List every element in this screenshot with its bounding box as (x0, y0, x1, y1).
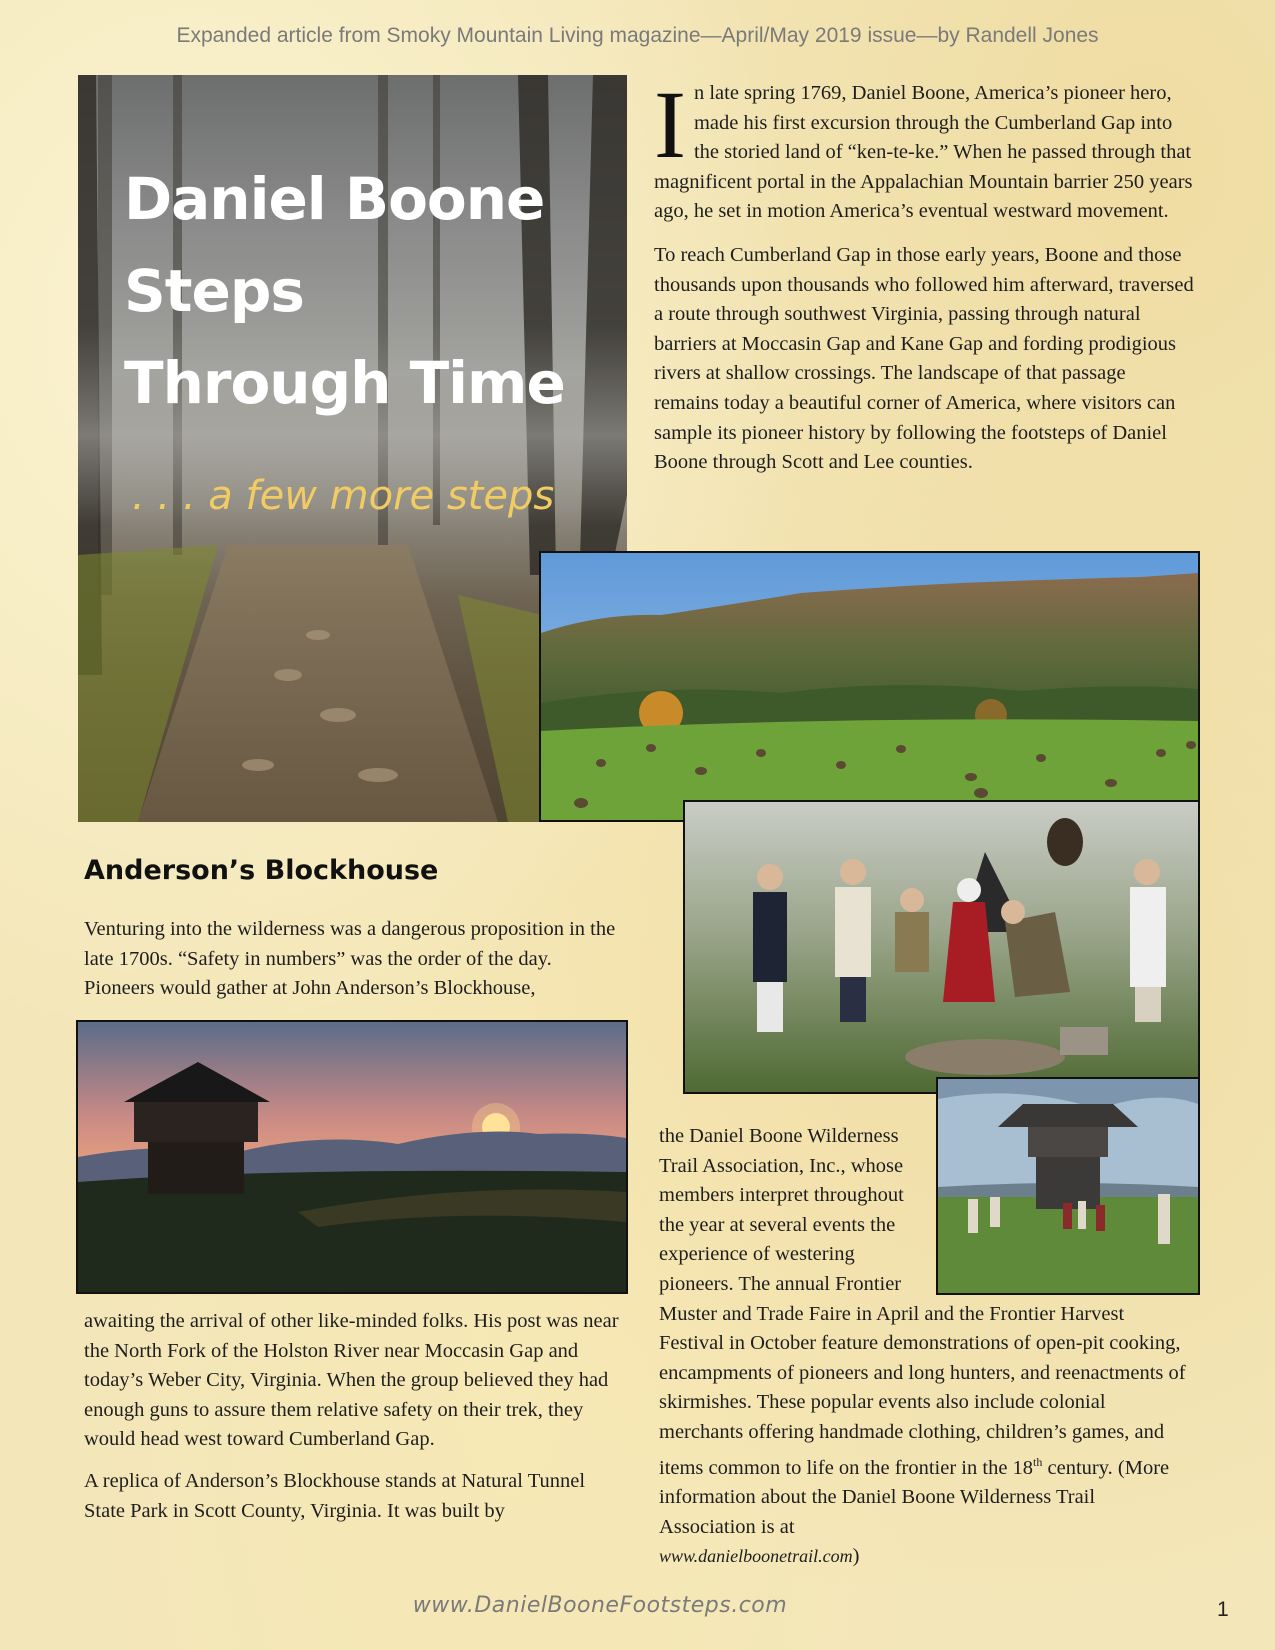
intro-paragraph-1-text: n late spring 1769, Daniel Boone, America’s pioneer hero, made his first excursion through the Cumberland Gap into the storied land of “ken-te-ke.” When he passed through that magnificent portal in the Appalachian Mountain barrier 250 years ago, he set in motion America’s eventual westward movement. (654, 82, 1193, 223)
reenactors-illustration (685, 802, 1198, 1092)
right-column-text (659, 1122, 1189, 1572)
drop-cap: I (654, 71, 686, 178)
intro-paragraph-1 (654, 71, 1194, 227)
association-url-link[interactable]: www.danielboonetrail.com (659, 1546, 853, 1567)
section-continued (84, 1307, 624, 1526)
text-line: the year at several events the (659, 1213, 896, 1236)
intro-paragraph-2: To reach Cumberland Gap in those early years, Boone and those thousands upon thousands who followed him afterward, traversed a route through southwest Virginia, passing through natural barriers at Moccasin Gap and Kane Gap and fording prodigious rivers at shallow crossings. The landscape of that passage remains today a beautiful corner of America, where visitors can sample its pioneer history by following the footsteps of Daniel Boone through Scott and Lee counties. (654, 243, 1194, 474)
blockhouse-sunset-photo (76, 1020, 628, 1294)
text-line: Trail Association, Inc., whose (659, 1154, 904, 1177)
intro-text (654, 71, 1194, 478)
right-column-paragraph (659, 1300, 1189, 1572)
mountain-photo (539, 551, 1200, 822)
section-paragraph-3: A replica of Anderson’s Blockhouse stands at Natural Tunnel State Park in Scott County, Virginia. It was built by (84, 1469, 586, 1522)
hero-title-line: Through Time (124, 349, 565, 417)
right-column-narrow (659, 1122, 1189, 1300)
hero-title-line: Steps (124, 257, 304, 325)
hero-title-line: Daniel Boone (124, 165, 545, 233)
text-line: experience of westering (659, 1243, 855, 1266)
hero-title (124, 153, 604, 429)
text-line: pioneers. The annual Frontier (659, 1272, 902, 1295)
reenactors-photo (683, 800, 1200, 1094)
ordinal-suffix: th (1033, 1454, 1043, 1469)
page-number: 1 (1217, 1598, 1229, 1621)
text-line: members interpret throughout (659, 1184, 904, 1207)
text-line: the Daniel Boone Wilderness (659, 1125, 899, 1147)
paragraph-text: century. (More information about the Daniel Boone Wilderness Trail Association is at (659, 1456, 1170, 1538)
footer-website-link[interactable]: www.DanielBooneFootsteps.com (412, 1593, 788, 1618)
paragraph-text: Muster and Trade Faire in April and the Frontier Harvest Festival in October feature demonstrations of open-pit cooking, encampments of pioneers and long hunters, and reenactments of skirmishes. These popular events also include colonial merchants offering handmade clothing, children’s games, and items common to life on the frontier in the 18 (659, 1302, 1186, 1479)
blockhouse-sunset-illustration (78, 1022, 626, 1292)
article-credit: Expanded article from Smoky Mountain Living magazine—April/May 2019 issue—by Randell Jones (176, 24, 1099, 47)
section-paragraph-1: Venturing into the wilderness was a dangerous proposition in the late 1700s. “Safety in numbers” was the order of the day. Pioneers would gather at John Anderson’s Blockhouse, (84, 918, 616, 1000)
mountain-illustration (541, 553, 1198, 820)
section-paragraph-2: awaiting the arrival of other like-minded folks. His post was near the North Fork of the Holston River near Moccasin Gap and today’s Weber City, Virginia. When the group believed they had enough guns to assure them relative safety on their trek, they would head west toward Cumberland Gap. (84, 1310, 619, 1451)
section-heading: Anderson’s Blockhouse (84, 855, 439, 886)
closing-paren: ) (852, 1545, 860, 1568)
hero-subtitle: . . . a few more steps (132, 473, 555, 519)
